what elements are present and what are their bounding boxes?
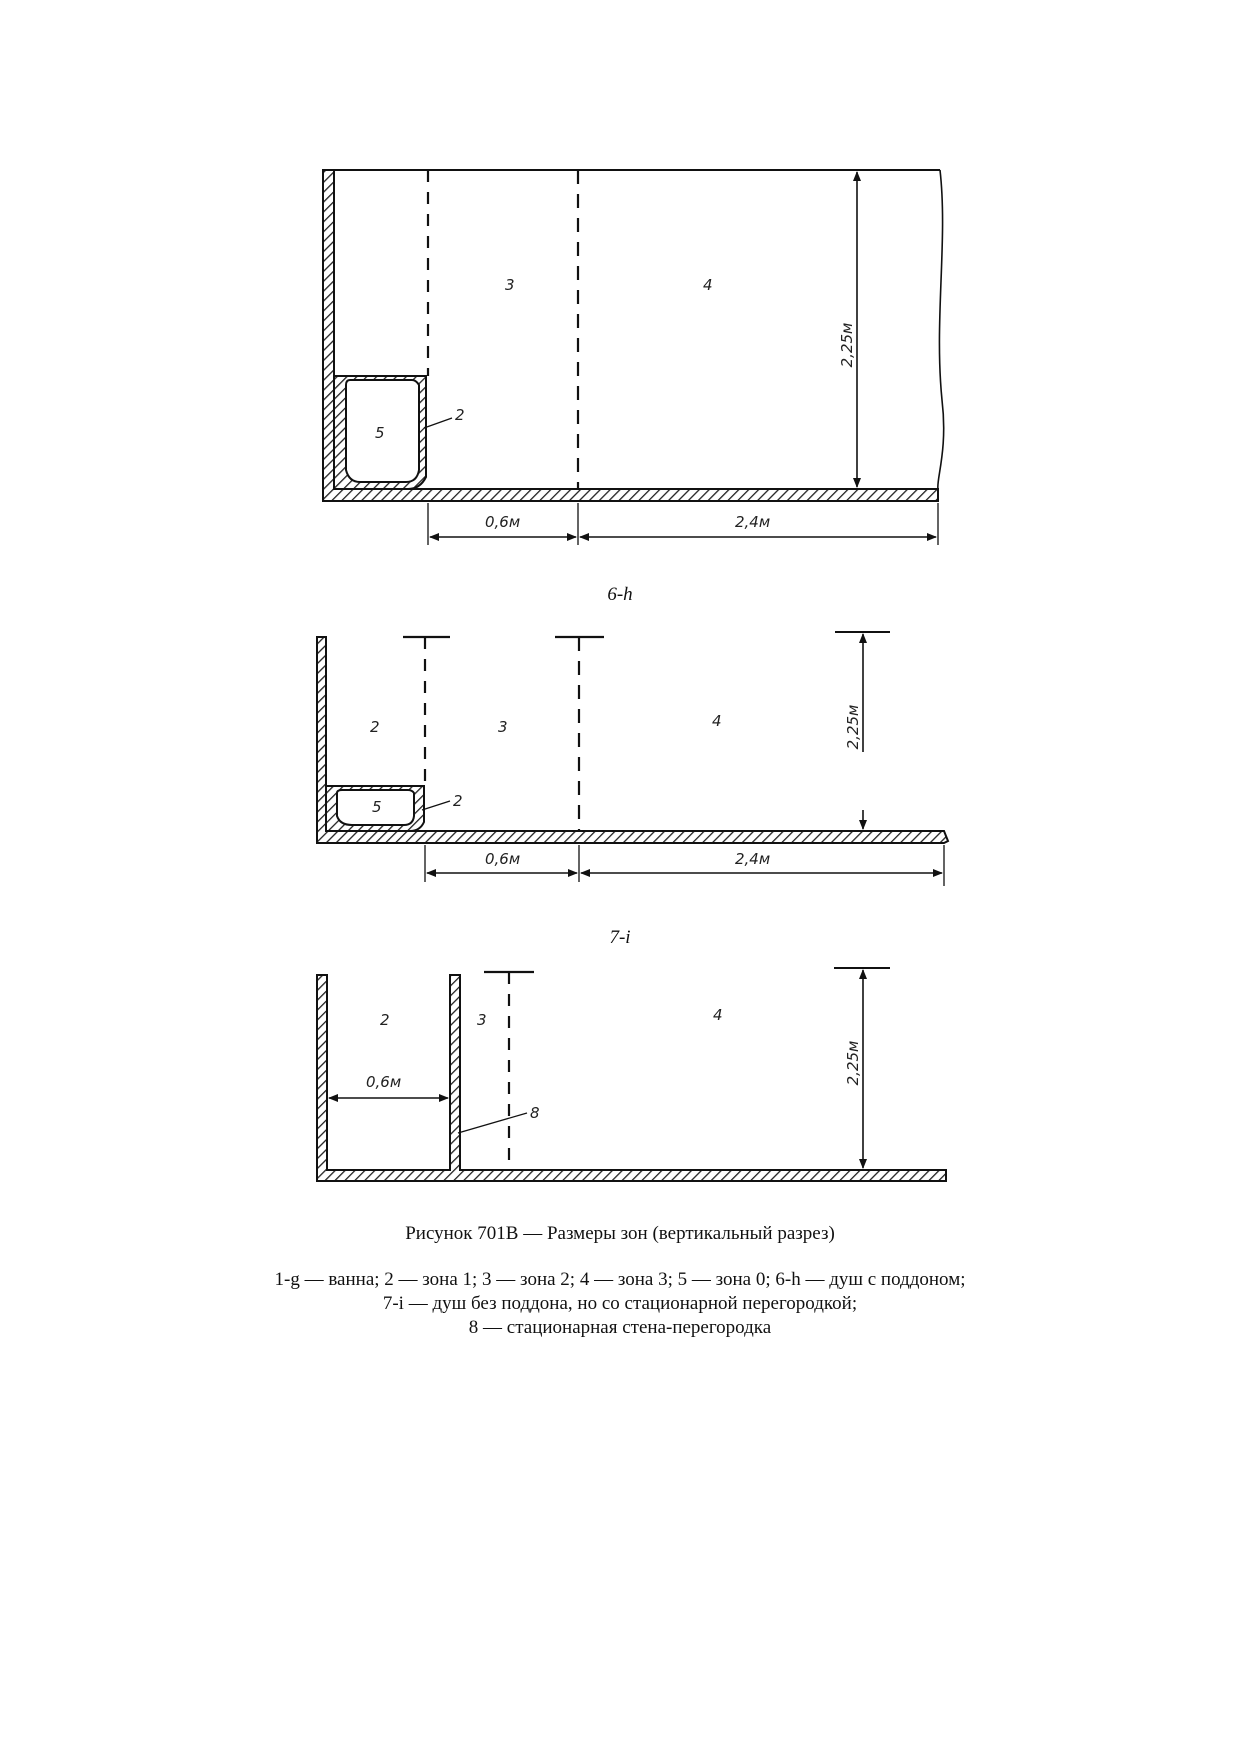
- dimension-2-4-label: 2,4м: [735, 850, 771, 868]
- diagram-shower-partition: [317, 968, 946, 1181]
- zone-label-5: 5: [375, 424, 385, 442]
- dimension-2-4-label: 2,4м: [735, 513, 771, 531]
- legend-line: 8 — стационарная стена-перегородка: [468, 1317, 772, 1338]
- diagram-caption-6h: 6-h: [607, 584, 633, 605]
- zone-label-4: 4: [703, 276, 713, 294]
- legend-line: 1-g — ванна; 2 — зона 1; 3 — зона 2; 4 — зона 3; 5 — зона 0; 6-h — душ с поддоном;: [274, 1269, 966, 1290]
- zone-label-3: 3: [498, 718, 508, 736]
- dimension-0-6-label: 0,6м: [366, 1073, 402, 1091]
- wall-label: 8: [530, 1104, 540, 1122]
- tray-label: 2: [453, 792, 463, 810]
- height-dimension-label: 2,25м: [838, 322, 856, 368]
- zone-label-4: 4: [712, 712, 722, 730]
- break-line: [938, 170, 944, 489]
- height-dimension-label: 2,25м: [844, 704, 862, 750]
- zone-label-2: 2: [380, 1011, 390, 1029]
- height-dimension-label: 2,25м: [844, 1040, 862, 1086]
- zone-label-2: 2: [370, 718, 380, 736]
- legend-line: 7-i — душ без поддона, но со стационарной перегородкой;: [382, 1293, 858, 1314]
- zone-label-4: 4: [713, 1006, 723, 1024]
- bath-label: 2: [455, 406, 465, 424]
- wall-leader-line: [458, 1113, 527, 1133]
- diagram-caption-7i: 7-i: [609, 927, 631, 948]
- diagram-bath: [323, 170, 944, 545]
- zone-label-3: 3: [505, 276, 515, 294]
- diagram-shower-tray: [317, 632, 948, 886]
- figure-legend: [0, 1268, 1240, 1340]
- zone-label-5: 5: [372, 798, 382, 816]
- dimension-0-6-label: 0,6м: [485, 513, 521, 531]
- bath-leader-line: [424, 418, 452, 428]
- dimension-0-6-label: 0,6м: [485, 850, 521, 868]
- tray-leader-line: [422, 801, 450, 810]
- figure-title: Рисунок 701В — Размеры зон (вертикальный разрез): [405, 1223, 835, 1244]
- zone-label-3: 3: [477, 1011, 487, 1029]
